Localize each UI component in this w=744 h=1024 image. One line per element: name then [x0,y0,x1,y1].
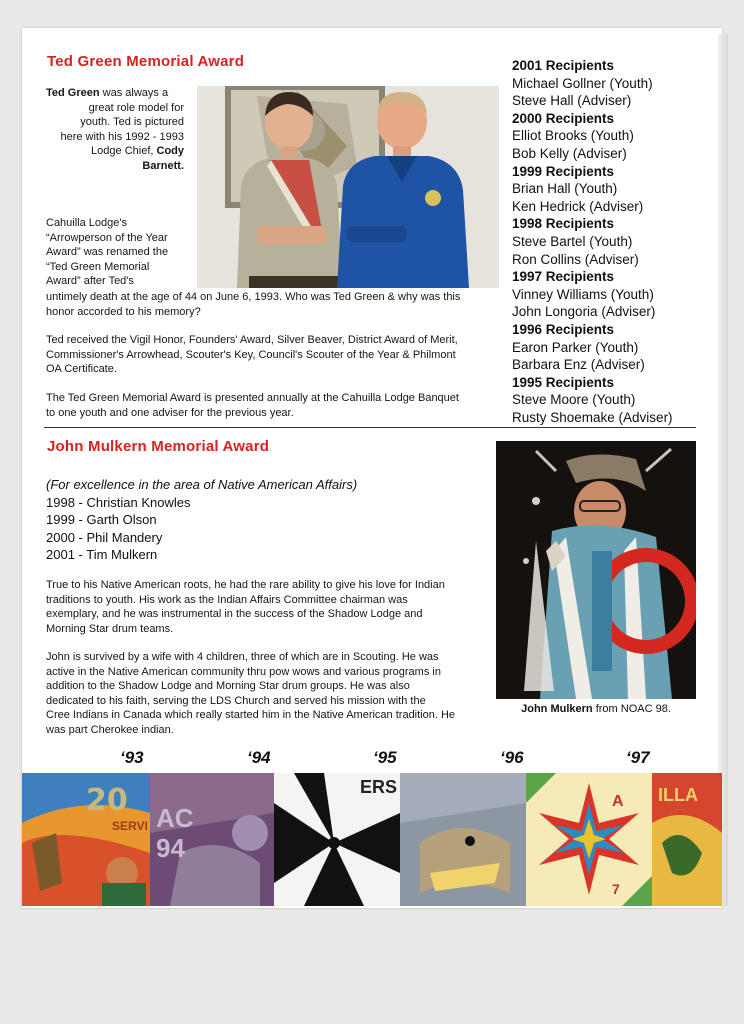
recipients-year: 1997 Recipients [512,269,615,285]
patch-1998 [652,773,722,906]
year-label: ‘95 [373,748,397,767]
mulkern-winner: 2001 - Tim Mulkern [46,547,158,562]
recipients-group [512,163,712,216]
recipients-year: 2000 Recipients [512,110,615,126]
recipients-year: 1996 Recipients [512,321,615,337]
mulkern-title: John Mulkern Memorial Award [47,438,270,455]
recipient-adviser: John Longoria (Adviser) [512,304,656,320]
mulkern-photo [496,441,696,699]
recipients-group [512,57,712,110]
mulkern-winner: 1998 - Christian Knowles [46,494,191,510]
patch-1998-text: ILLA [658,785,698,805]
year-label: ‘97 [626,748,650,767]
recipient-youth: Steve Moore (Youth) [512,392,636,408]
patch-1997-number: 7 [612,881,620,897]
honors-paragraph: Ted received the Vigil Honor, Founders' Award, Silver Beaver, District Award of Merit, Commissioner's Arrowhead, Scouter's Key, Council's Scouter of the Year & Philmont OA Certificate. [46,334,458,376]
patch-1997-text: A [612,793,624,810]
recipient-youth: Vinney Williams (Youth) [512,286,654,302]
mulkern-winners [46,476,357,564]
recipient-adviser: Bob Kelly (Adviser) [512,145,627,161]
recipient-youth: Brian Hall (Youth) [512,181,618,197]
rename-paragraph-short: Cahuilla Lodge's “Arrowperson of the Year Award” was renamed the “Ted Green Memorial Award” after Ted's [46,217,169,288]
recipients-year: 2001 Recipients [512,58,615,73]
chief-name-last: Barnett [142,159,181,172]
mulkern-winner: 2000 - Phil Mandery [46,529,163,545]
patch-1997 [526,773,652,906]
recipients-group [512,268,712,321]
roots-paragraph: True to his Native American roots, he had the rare ability to give his love for Indian traditions to youth. His work as the Indian Affairs Committee chairman was exemplary, and he was instrumental in the success of the Shadow Lodge and Morning Star drum teams. [46,579,445,635]
recipient-youth: Steve Bartel (Youth) [512,233,633,249]
patch-strip [22,773,722,906]
patch-1994-text: AC [156,803,194,833]
year-label: ‘94 [247,748,271,767]
rename-paragraph-full: untimely death at the age of 44 on June 6, 1993. Who was Ted Green & why was this honor accorded to his memory? [46,291,461,318]
recipients-group [512,110,712,163]
recipients-group [512,374,712,427]
patch-1993 [22,773,150,906]
ted-green-photo [197,86,499,288]
recipient-adviser: Steve Hall (Adviser) [512,93,632,109]
ted-green-name: Ted Green [46,87,100,99]
section-divider [44,427,696,428]
mulkern-winner: 1999 - Garth Olson [46,512,157,527]
recipients-year: 1999 Recipients [512,163,615,179]
recipients-group [512,321,712,374]
ted-green-title: Ted Green Memorial Award [47,53,245,70]
presented-paragraph: The Ted Green Memorial Award is presented annually at the Cahuilla Lodge Banquet to one youth and one adviser for the previous year. [46,392,459,419]
patch-1994-number: 94 [156,833,185,863]
recipients-year: 1995 Recipients [512,374,615,390]
year-label: ‘96 [500,748,524,767]
mulkern-subtitle: (For excellence in the area of Native American Affairs) [46,477,358,492]
patch-1993-number: 20 [86,783,128,818]
recipient-youth: Michael Gollner (Youth) [512,75,653,91]
patch-1995-text: ERS [360,777,398,797]
recipients-year: 1998 Recipients [512,216,615,232]
patch-1993-text: SERVI [112,819,148,833]
patch-1995 [274,773,400,906]
recipient-youth: Elliot Brooks (Youth) [512,128,634,144]
survived-paragraph: John is survived by a wife with 4 children, three of which are in Scouting. He was active in the Native American community thru pow wows and various programs in addition to the Shadow Lodge and Morning Star drum groups. He was also dedicated to his faith, serving the LDS Church and served his mission with the Cree Indians in Canada which really started him in the Native American tradition. He was part Cherokee indian. [46,651,456,736]
mulkern-photo-caption: John Mulkern from NOAC 98. [521,703,671,715]
chief-name-first: Cody [156,145,184,158]
patch-1996 [400,773,526,906]
ted-green-intro: Ted Green was always a great role model for youth. Ted is pictured here with his 1992 - 1993 Lodge Chief, Cody Barnett. [46,87,184,172]
recipient-youth: Earon Parker (Youth) [512,339,639,355]
year-label: ‘93 [120,748,144,767]
recipients-group [512,215,712,268]
recipients-list [512,57,712,426]
recipient-adviser: Rusty Shoemake (Adviser) [512,409,673,425]
recipient-adviser: Ken Hedrick (Adviser) [512,198,644,214]
recipient-adviser: Barbara Enz (Adviser) [512,357,645,373]
recipient-adviser: Ron Collins (Adviser) [512,251,639,267]
patch-1994 [150,773,274,906]
